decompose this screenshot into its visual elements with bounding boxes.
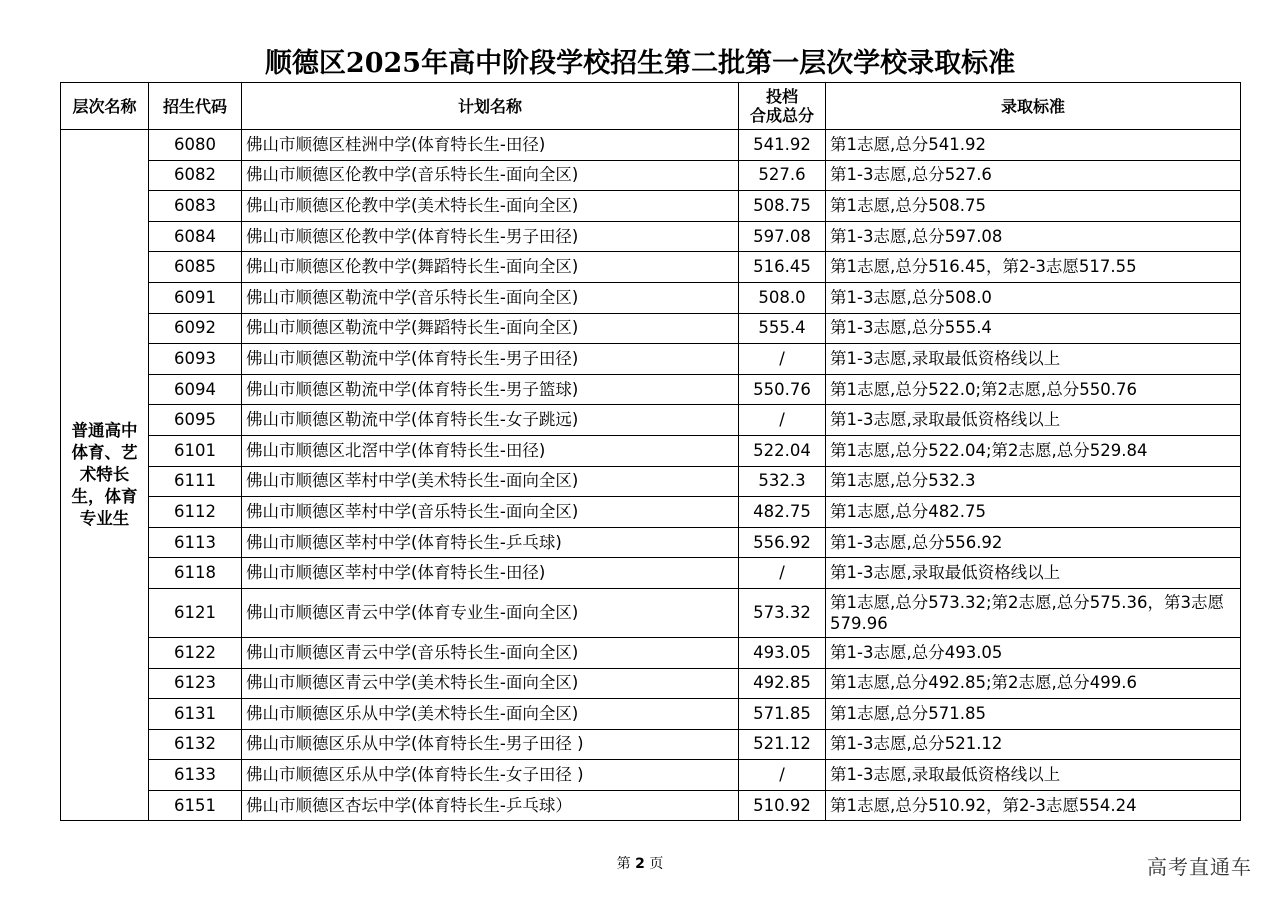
plan-name-cell: 佛山市顺德区乐从中学(美术特长生-面向全区) [242, 699, 739, 730]
score-cell: / [739, 405, 826, 436]
standard-cell: 第1-3志愿,总分555.4 [826, 313, 1241, 344]
standard-cell: 第1-3志愿,录取最低资格线以上 [826, 760, 1241, 791]
score-cell: 573.32 [739, 588, 826, 637]
code-cell: 6095 [149, 405, 242, 436]
code-cell: 6084 [149, 221, 242, 252]
score-cell: 522.04 [739, 435, 826, 466]
code-cell: 6151 [149, 790, 242, 821]
plan-name-cell: 佛山市顺德区勒流中学(体育特长生-女子跳远) [242, 405, 739, 436]
standard-cell: 第1志愿,总分532.3 [826, 466, 1241, 497]
table-row [61, 252, 1241, 283]
plan-name-cell: 佛山市顺德区勒流中学(体育特长生-男子篮球) [242, 374, 739, 405]
header-score-line1: 投档 [765, 87, 798, 106]
table-row [61, 729, 1241, 760]
category-cell [61, 130, 149, 821]
standard-cell: 第1志愿,总分522.0;第2志愿,总分550.76 [826, 374, 1241, 405]
category-line: 专业生 [79, 509, 130, 529]
code-cell: 6080 [149, 130, 242, 161]
standard-cell: 第1-3志愿,录取最低资格线以上 [826, 344, 1241, 375]
footer-suffix: 页 [649, 856, 664, 872]
score-cell: 508.75 [739, 191, 826, 222]
standard-cell: 第1-3志愿,总分597.08 [826, 221, 1241, 252]
score-cell: / [739, 344, 826, 375]
code-cell: 6131 [149, 699, 242, 730]
standard-cell: 第1志愿,总分516.45，第2-3志愿517.55 [826, 252, 1241, 283]
table-row [61, 405, 1241, 436]
code-cell: 6121 [149, 588, 242, 637]
plan-name-cell: 佛山市顺德区伦教中学(音乐特长生-面向全区) [242, 160, 739, 191]
code-cell: 6112 [149, 497, 242, 528]
table-row [61, 668, 1241, 699]
standard-cell: 第1-3志愿,总分556.92 [826, 527, 1241, 558]
table-row [61, 374, 1241, 405]
plan-name-cell: 佛山市顺德区桂洲中学(体育特长生-田径) [242, 130, 739, 161]
standard-cell: 第1志愿,总分541.92 [826, 130, 1241, 161]
code-cell: 6094 [149, 374, 242, 405]
plan-name-cell: 佛山市顺德区伦教中学(舞蹈特长生-面向全区) [242, 252, 739, 283]
page-number: 2 [635, 856, 645, 872]
score-cell: 492.85 [739, 668, 826, 699]
watermark: 高考直通车 [1147, 855, 1252, 879]
plan-name-cell: 佛山市顺德区勒流中学(舞蹈特长生-面向全区) [242, 313, 739, 344]
table-row [61, 282, 1241, 313]
score-cell: 556.92 [739, 527, 826, 558]
table-body [61, 130, 1241, 821]
header-plan: 计划名称 [242, 83, 739, 130]
plan-name-cell: 佛山市顺德区勒流中学(体育特长生-男子田径) [242, 344, 739, 375]
table-row [61, 558, 1241, 589]
score-cell: 597.08 [739, 221, 826, 252]
header-row [61, 83, 1241, 130]
standard-cell: 第1志愿,总分571.85 [826, 699, 1241, 730]
category-line: 术特长 [79, 465, 130, 485]
admission-table [60, 82, 1241, 821]
code-cell: 6083 [149, 191, 242, 222]
plan-name-cell: 佛山市顺德区伦教中学(体育特长生-男子田径) [242, 221, 739, 252]
code-cell: 6092 [149, 313, 242, 344]
table-row [61, 344, 1241, 375]
category-line: 生，体育 [71, 487, 138, 507]
score-cell: 482.75 [739, 497, 826, 528]
plan-name-cell: 佛山市顺德区北滘中学(体育特长生-田径) [242, 435, 739, 466]
code-cell: 6113 [149, 527, 242, 558]
score-cell: 550.76 [739, 374, 826, 405]
table-row [61, 466, 1241, 497]
header-score [739, 83, 826, 130]
standard-cell: 第1-3志愿,总分493.05 [826, 637, 1241, 668]
plan-name-cell: 佛山市顺德区青云中学(体育专业生-面向全区) [242, 588, 739, 637]
table-row [61, 435, 1241, 466]
score-cell: 527.6 [739, 160, 826, 191]
table-row [61, 527, 1241, 558]
code-cell: 6091 [149, 282, 242, 313]
standard-cell: 第1-3志愿,总分508.0 [826, 282, 1241, 313]
plan-name-cell: 佛山市顺德区乐从中学(体育特长生-女子田径 ) [242, 760, 739, 791]
table-row [61, 637, 1241, 668]
plan-name-cell: 佛山市顺德区莘村中学(音乐特长生-面向全区) [242, 497, 739, 528]
category-line: 普通高中 [71, 421, 138, 441]
table-row [61, 588, 1241, 637]
code-cell: 6133 [149, 760, 242, 791]
score-cell: / [739, 760, 826, 791]
table-row [61, 160, 1241, 191]
table-row [61, 130, 1241, 161]
header-standard: 录取标准 [826, 83, 1241, 130]
table-row [61, 497, 1241, 528]
score-cell: 532.3 [739, 466, 826, 497]
plan-name-cell: 佛山市顺德区青云中学(美术特长生-面向全区) [242, 668, 739, 699]
plan-name-cell: 佛山市顺德区莘村中学(体育特长生-乒乓球) [242, 527, 739, 558]
plan-name-cell: 佛山市顺德区杏坛中学(体育特长生-乒乓球） [242, 790, 739, 821]
standard-cell: 第1志愿,总分522.04;第2志愿,总分529.84 [826, 435, 1241, 466]
standard-cell: 第1志愿,总分482.75 [826, 497, 1241, 528]
page-footer [0, 853, 1280, 873]
standard-cell: 第1-3志愿,录取最低资格线以上 [826, 558, 1241, 589]
code-cell: 6093 [149, 344, 242, 375]
standard-cell: 第1志愿,总分492.85;第2志愿,总分499.6 [826, 668, 1241, 699]
header-code: 招生代码 [149, 83, 242, 130]
code-cell: 6082 [149, 160, 242, 191]
code-cell: 6085 [149, 252, 242, 283]
plan-name-cell: 佛山市顺德区伦教中学(美术特长生-面向全区) [242, 191, 739, 222]
table-row [61, 313, 1241, 344]
standard-cell: 第1志愿,总分508.75 [826, 191, 1241, 222]
score-cell: 516.45 [739, 252, 826, 283]
footer-prefix: 第 [616, 856, 631, 872]
standard-cell: 第1志愿,总分573.32;第2志愿,总分575.36，第3志愿579.96 [826, 588, 1241, 637]
score-cell: 521.12 [739, 729, 826, 760]
score-cell: 508.0 [739, 282, 826, 313]
code-cell: 6101 [149, 435, 242, 466]
header-score-line2: 合成总分 [749, 106, 814, 125]
code-cell: 6118 [149, 558, 242, 589]
plan-name-cell: 佛山市顺德区勒流中学(音乐特长生-面向全区) [242, 282, 739, 313]
plan-name-cell: 佛山市顺德区乐从中学(体育特长生-男子田径 ) [242, 729, 739, 760]
table-row [61, 790, 1241, 821]
score-cell: 571.85 [739, 699, 826, 730]
header-category: 层次名称 [61, 83, 149, 130]
table-row [61, 221, 1241, 252]
standard-cell: 第1-3志愿,总分527.6 [826, 160, 1241, 191]
code-cell: 6123 [149, 668, 242, 699]
code-cell: 6132 [149, 729, 242, 760]
page-title: 顺德区2025年高中阶段学校招生第二批第一层次学校录取标准 [264, 48, 1016, 79]
plan-name-cell: 佛山市顺德区青云中学(音乐特长生-面向全区) [242, 637, 739, 668]
table-row [61, 699, 1241, 730]
score-cell: 541.92 [739, 130, 826, 161]
code-cell: 6111 [149, 466, 242, 497]
standard-cell: 第1志愿,总分510.92，第2-3志愿554.24 [826, 790, 1241, 821]
standard-cell: 第1-3志愿,总分521.12 [826, 729, 1241, 760]
plan-name-cell: 佛山市顺德区莘村中学(体育特长生-田径) [242, 558, 739, 589]
score-cell: / [739, 558, 826, 589]
table-row [61, 191, 1241, 222]
score-cell: 555.4 [739, 313, 826, 344]
table-row [61, 760, 1241, 791]
category-line: 体育、艺 [71, 443, 138, 463]
score-cell: 493.05 [739, 637, 826, 668]
code-cell: 6122 [149, 637, 242, 668]
standard-cell: 第1-3志愿,录取最低资格线以上 [826, 405, 1241, 436]
plan-name-cell: 佛山市顺德区莘村中学(美术特长生-面向全区) [242, 466, 739, 497]
score-cell: 510.92 [739, 790, 826, 821]
